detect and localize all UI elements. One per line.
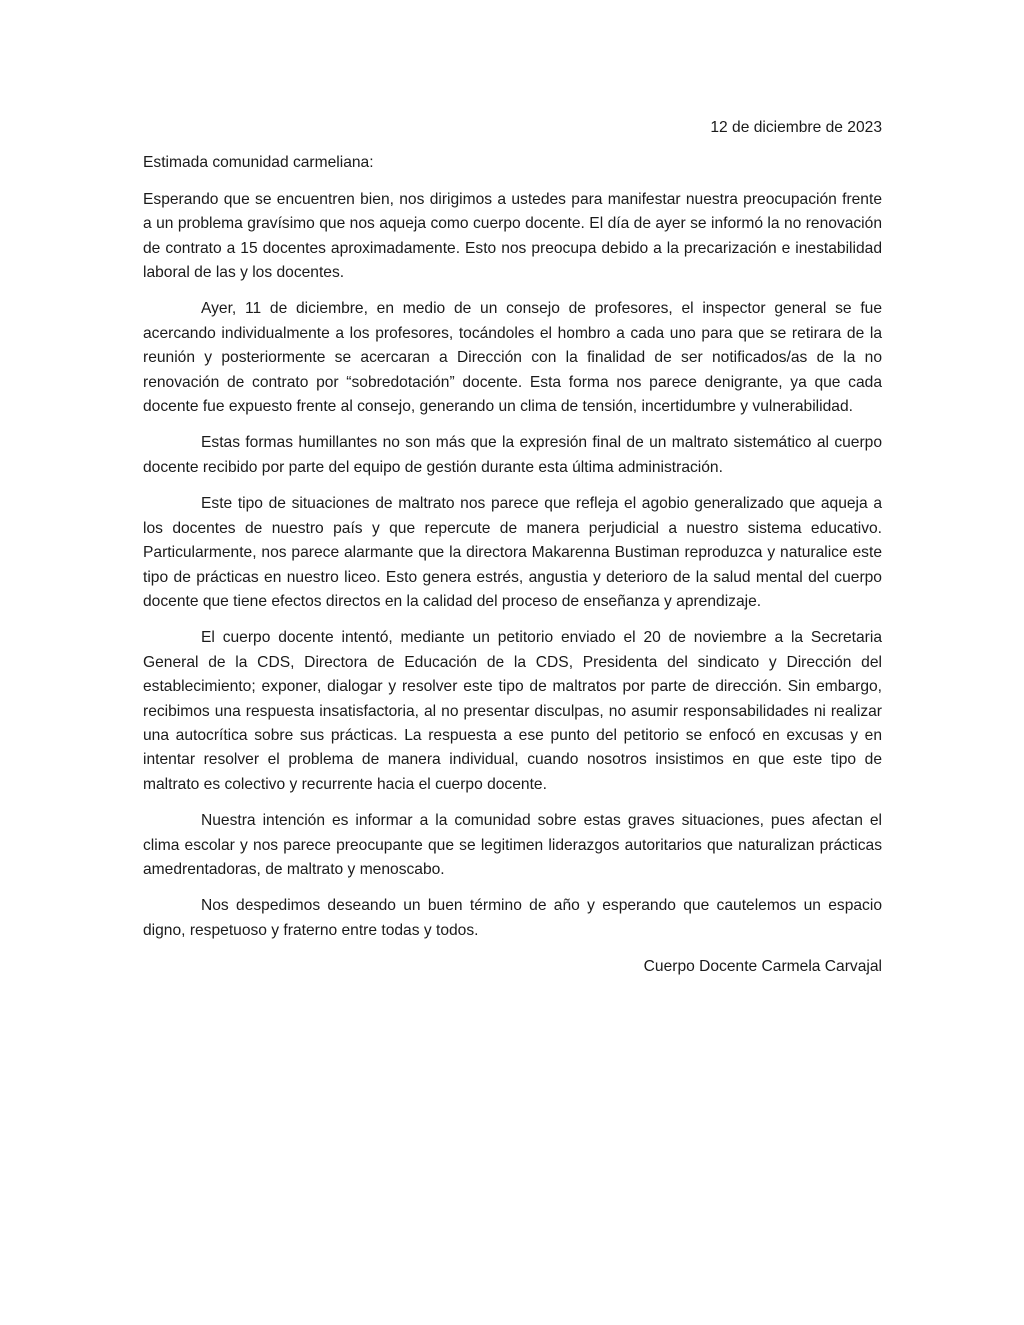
letter-body xyxy=(143,116,882,980)
letter-salutation: Estimada comunidad carmeliana: xyxy=(143,154,374,172)
letter-paragraph-5: El cuerpo docente intentó, mediante un petitorio enviado el 20 de noviembre a la Secretaria General de la CDS, Directora de Educación de la CDS, Presidenta del sindicato y Dirección del establecimiento; exponer, dialogar y resolver este tipo de maltratos por parte de dirección. Sin embargo, recibimos una respuesta insatisfactoria, al no presentar disculpas, no asumir responsabilidades ni realizar una autocrítica sobre sus prácticas. La respuesta a ese punto del petitorio se enfocó en excusas y en intentar resolver el problema de manera individual, cuando nosotros insistimos en que este tipo de maltrato es colectivo y recurrente hacia el cuerpo docente. xyxy=(143,629,882,793)
letter-paragraph-6: Nuestra intención es informar a la comunidad sobre estas graves situaciones, pues afectan el clima escolar y nos parece preocupante que se legitimen liderazgos autoritarios que naturalizan prácticas amedrentadoras, de maltrato y menoscabo. xyxy=(143,812,882,878)
letter-paragraph-4: Este tipo de situaciones de maltrato nos parece que refleja el agobio generalizado que aqueja a los docentes de nuestro país y que repercute de manera perjudicial a nuestro sistema educativo. Particularmente, nos parece alarmante que la directora Makarenna Bustiman reproduzca y naturalice este tipo de prácticas en nuestro liceo. Esto genera estrés, angustia y deterioro de la salud mental del cuerpo docente que tiene efectos directos en la calidad del proceso de enseñanza y aprendizaje. xyxy=(143,495,882,610)
letter-date: 12 de diciembre de 2023 xyxy=(710,119,882,136)
letter-paragraph-3: Estas formas humillantes no son más que la expresión final de un maltrato sistemático al cuerpo docente recibido por parte del equipo de gestión durante esta última administración. xyxy=(143,434,882,476)
letter-paragraph-1: Esperando que se encuentren bien, nos dirigimos a ustedes para manifestar nuestra preocupación frente a un problema gravísimo que nos aqueja como cuerpo docente. El día de ayer se informó la no renovación de contrato a 15 docentes aproximadamente. Esto nos preocupa debido a la precarización e inestabilidad laboral de las y los docentes. xyxy=(143,190,882,282)
letter-signature: Cuerpo Docente Carmela Carvajal xyxy=(643,958,882,976)
letter-paragraph-7: Nos despedimos deseando un buen término de año y esperando que cautelemos un espacio digno, respetuoso y fraterno entre todas y todos. xyxy=(143,897,882,939)
letter-paragraph-2: Ayer, 11 de diciembre, en medio de un consejo de profesores, el inspector general se fue acercando individualmente a los profesores, tocándoles el hombro a cada uno para que se retirara de la reunión y posteriormente se acercaran a Dirección con la finalidad de ser notificados/as de la no renovación de contrato por “sobredotación” docente. Esta forma nos parece denigrante, ya que cada docente fue expuesto frente al consejo, generando un clima de tensión, incertidumbre y vulnerabilidad. xyxy=(143,300,882,416)
